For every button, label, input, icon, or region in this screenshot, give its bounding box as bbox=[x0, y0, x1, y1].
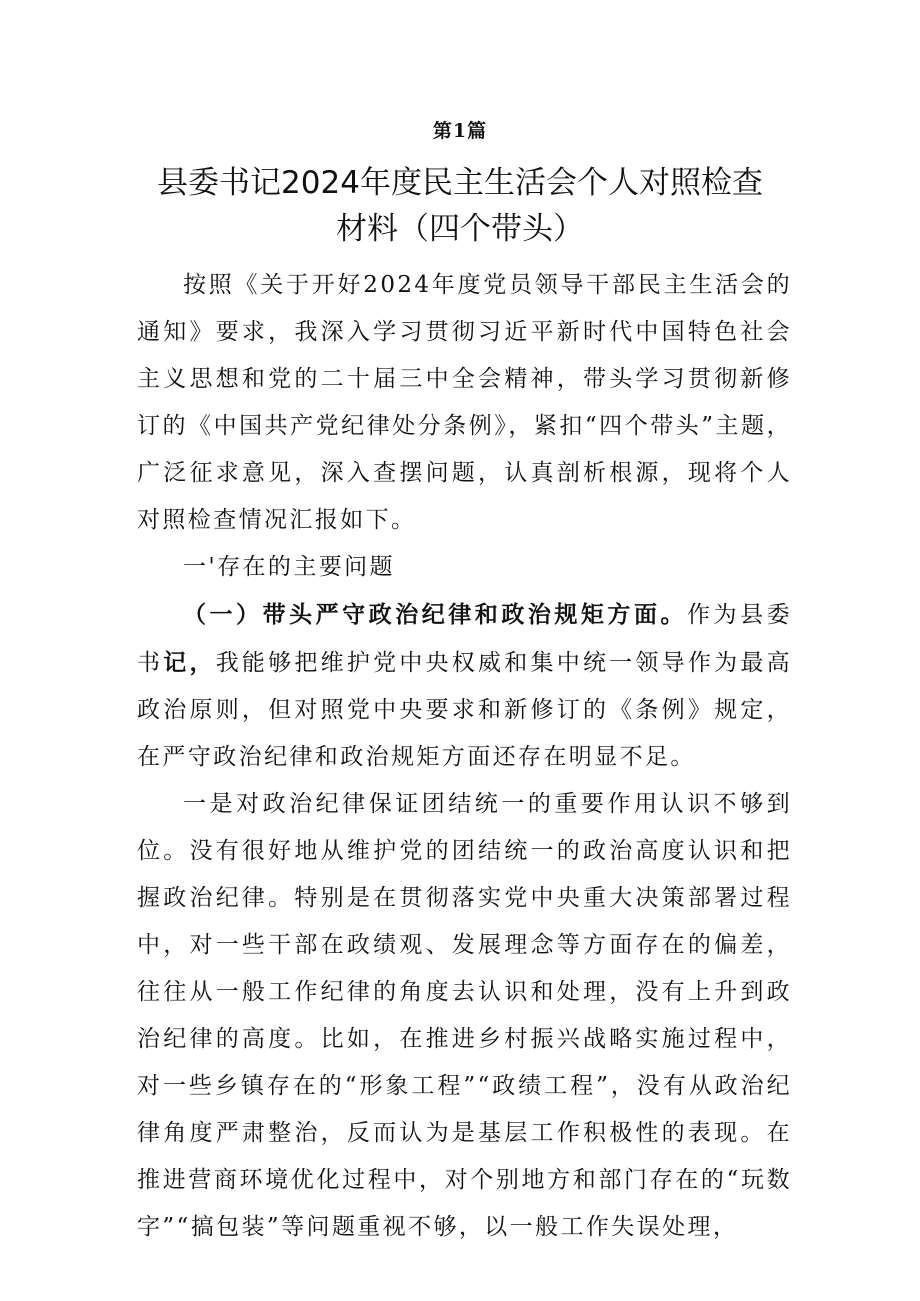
subsection-lead: 作为县委书 bbox=[137, 602, 792, 676]
document-body bbox=[137, 262, 792, 1251]
subsection-text: 我能够把维护党中央权威和集中统一领导作为最高政治原则，但对照党中央要求和新修订的《条例》规定，在严守政治纪律和政治规矩方面还存在明显不足。 bbox=[137, 650, 792, 770]
section-heading: 一'存在的主要问题 bbox=[183, 554, 395, 580]
document-title: 县委书记2024年度民主生活会个人对照检查材料（四个带头） bbox=[157, 165, 763, 247]
chapter-label: 第1篇 bbox=[432, 120, 488, 142]
point-paragraph: 一是对政治纪律保证团结统一的重要作用认识不够到位。没有很好地从维护党的团结统一的政治高度认识和把握政治纪律。特别是在贯彻落实党中央重大决策部署过程中，对一些干部在政绩观、发展理念等方面存在的偏差，往往从一般工作纪律的角度去认识和处理，没有上升到政治纪律的高度。比如，在推进乡村振兴战略实施过程中，对一些乡镇存在的“形象工程”“政绩工程”，没有从政治纪律角度严肃整治，反而认为是基层工作积极性的表现。在推进营商环境优化过程中，对个别地方和部门存在的“玩数字”“搞包装”等问题重视不够，以一般工作失误处理， bbox=[137, 791, 792, 1240]
subsection-paragraph bbox=[137, 591, 792, 781]
intro-paragraph: 按照《关于开好2024年度党员领导干部民主生活会的通知》要求，我深入学习贯彻习近平新时代中国特色社会主义思想和党的二十届三中全会精神，带头学习贯彻新修订的《中国共产党纪律处分条例》，紧扣“四个带头”主题，广泛征求意见，深入查摆问题，认真剖析根源，现将个人对照检查情况汇报如下。 bbox=[137, 272, 792, 533]
subsection-heading: （一）带头严守政治纪律和政治规矩方面。 bbox=[183, 601, 688, 628]
subsection-lead-bold: 记， bbox=[163, 649, 216, 676]
